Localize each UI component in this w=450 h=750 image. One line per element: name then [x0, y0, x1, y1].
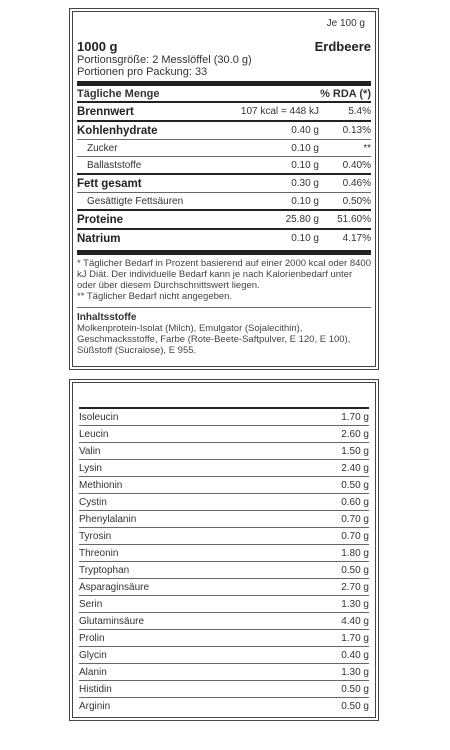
nutrient-pct: 0.13%: [342, 125, 371, 136]
nutrition-header-row: [77, 86, 371, 101]
amino-acid-amount: 4.40 g: [341, 615, 369, 627]
amino-acid-row: [79, 629, 369, 646]
nutrition-facts-inner: [72, 11, 376, 367]
nutrient-amount: 0.30 g: [291, 178, 319, 189]
amino-acid-row: [79, 493, 369, 510]
amino-acid-label: Cystin: [79, 496, 107, 508]
per-100g-label: Je 100 g: [326, 18, 365, 29]
divider-thin: [77, 307, 371, 308]
amino-acid-amount: 0.70 g: [341, 513, 369, 525]
nutrient-amount: 107 kcal = 448 kJ: [240, 106, 319, 117]
divider-thick: [77, 250, 371, 255]
amino-acid-row: [79, 442, 369, 459]
amino-acid-row: [79, 612, 369, 629]
amino-acid-amount: 1.80 g: [341, 547, 369, 559]
amino-acid-label: Histidin: [79, 683, 112, 695]
amino-acid-panel: [69, 379, 379, 721]
footnote-rda: * Täglicher Bedarf in Prozent basierend auf einer 2000 kcal oder 8400 kJ Diät. Der individuelle Bedarf kann je nach Kalorienbedarf unter oder über diesem Durchschnittswert liegen.: [77, 258, 371, 291]
nutrient-label: Brennwert: [77, 105, 134, 118]
nutrient-amount: 0.40 g: [291, 125, 319, 136]
amino-acid-amount: 0.70 g: [341, 530, 369, 542]
nutrient-pct: 4.17%: [342, 233, 371, 244]
amino-acid-row: [79, 544, 369, 561]
amino-acid-row: [79, 697, 369, 714]
amino-acid-label: Lysin: [79, 462, 102, 474]
nutrient-label: Ballaststoffe: [87, 159, 142, 171]
amino-acid-label: Phenylalanin: [79, 513, 137, 525]
amino-acid-row: [79, 595, 369, 612]
nutrient-label: Natrium: [77, 232, 121, 245]
nutrient-pct: 0.46%: [342, 178, 371, 189]
amino-acid-row: [79, 527, 369, 544]
amino-acid-label: Prolin: [79, 632, 105, 644]
amino-acid-amount: 2.60 g: [341, 428, 369, 440]
nutrient-amount: 0.10 g: [291, 159, 319, 171]
nutrient-row-protein: [77, 211, 371, 228]
nutrient-amount: 25.80 g: [285, 214, 319, 225]
nutrient-pct: 51.60%: [337, 214, 371, 225]
amino-acid-row: [79, 578, 369, 595]
amino-acid-row: [79, 407, 369, 425]
nutrient-label: Proteine: [77, 213, 124, 226]
amino-acid-row: [79, 646, 369, 663]
amino-acid-amount: 0.50 g: [341, 683, 369, 695]
amino-acid-label: Leucin: [79, 428, 109, 440]
amino-acid-amount: 0.40 g: [341, 649, 369, 661]
nutrient-pct: 0.40%: [342, 159, 371, 171]
nutrient-label: Zucker: [87, 142, 118, 154]
nutrient-row-sodium: [77, 230, 371, 247]
nutrient-label: Kohlenhydrate: [77, 124, 158, 137]
amino-acid-amount: 0.60 g: [341, 496, 369, 508]
ingredients-title: Inhaltsstoffe: [77, 312, 137, 323]
nutrient-row-carbs: [77, 122, 371, 139]
serving-size: Portionsgröße: 2 Messlöffel (30.0 g): [77, 54, 252, 66]
amino-acid-amount: 0.50 g: [341, 564, 369, 576]
nutrition-content: [77, 12, 371, 356]
nutrient-label: Gesättigte Fettsäuren: [87, 195, 184, 207]
rda-header: % RDA (*): [320, 87, 371, 100]
amino-acid-amount: 1.30 g: [341, 598, 369, 610]
amino-acid-label: Methionin: [79, 479, 123, 491]
amino-acid-label: Threonin: [79, 547, 119, 559]
amino-acid-label: Valin: [79, 445, 101, 457]
amino-acid-label: Tyrosin: [79, 530, 112, 542]
nutrient-amount: 0.10 g: [291, 195, 319, 207]
servings-per-pack: Portionen pro Packung: 33: [77, 66, 208, 78]
amino-acid-label: Glycin: [79, 649, 107, 661]
amino-acid-label: Serin: [79, 598, 103, 610]
amino-acid-label: Asparaginsäure: [79, 581, 150, 593]
product-heading: [77, 39, 371, 54]
amino-acid-amount: 1.70 g: [341, 411, 369, 423]
nutrient-pct: **: [363, 142, 371, 154]
amino-acid-label: Arginin: [79, 700, 111, 712]
amino-acid-inner: [72, 382, 376, 718]
amino-acid-list: [79, 407, 369, 714]
flavor: Erdbeere: [314, 39, 371, 54]
package-size: 1000 g: [77, 39, 118, 54]
amino-acid-amount: 2.70 g: [341, 581, 369, 593]
amino-acid-amount: 1.50 g: [341, 445, 369, 457]
amino-acid-label: Isoleucin: [79, 411, 119, 423]
amino-acid-amount: 1.70 g: [341, 632, 369, 644]
amino-acid-label: Tryptophan: [79, 564, 130, 576]
amino-acid-row: [79, 561, 369, 578]
amino-acid-row: [79, 663, 369, 680]
amino-acid-row: [79, 459, 369, 476]
amino-acid-row: [79, 476, 369, 493]
daily-amount-header: Tägliche Menge: [77, 87, 160, 100]
ingredients-text: Molkenprotein-Isolat (Milch), Emulgator (Sojalecithin), Geschmacksstoffe, Farbe (Rote-Beete-Saftpulver, E 120, E 100), Süßstoff (Sucralose), E 955.: [77, 323, 351, 356]
amino-acid-amount: 2.40 g: [341, 462, 369, 474]
amino-acid-amount: 0.50 g: [341, 700, 369, 712]
amino-acid-amount: 1.30 g: [341, 666, 369, 678]
amino-acid-label: Glutaminsäure: [79, 615, 145, 627]
amino-acid-row: [79, 680, 369, 697]
nutrient-amount: 0.10 g: [291, 142, 319, 154]
footnote-not-given: ** Täglicher Bedarf nicht angegeben.: [77, 291, 233, 302]
amino-acid-label: Alanin: [79, 666, 107, 678]
nutrient-row-sugar: [77, 140, 371, 156]
nutrient-row-energy: [77, 103, 371, 120]
nutrient-pct: 5.4%: [348, 106, 371, 117]
nutrient-row-fiber: [77, 157, 371, 173]
amino-acid-row: [79, 510, 369, 527]
nutrient-row-fat: [77, 175, 371, 192]
nutrient-label: Fett gesamt: [77, 177, 142, 190]
nutrient-row-saturated-fat: [77, 193, 371, 209]
amino-acid-amount: 0.50 g: [341, 479, 369, 491]
nutrient-amount: 0.10 g: [291, 233, 319, 244]
amino-acid-row: [79, 425, 369, 442]
nutrient-pct: 0.50%: [342, 195, 371, 207]
nutrition-facts-panel: [69, 8, 379, 370]
